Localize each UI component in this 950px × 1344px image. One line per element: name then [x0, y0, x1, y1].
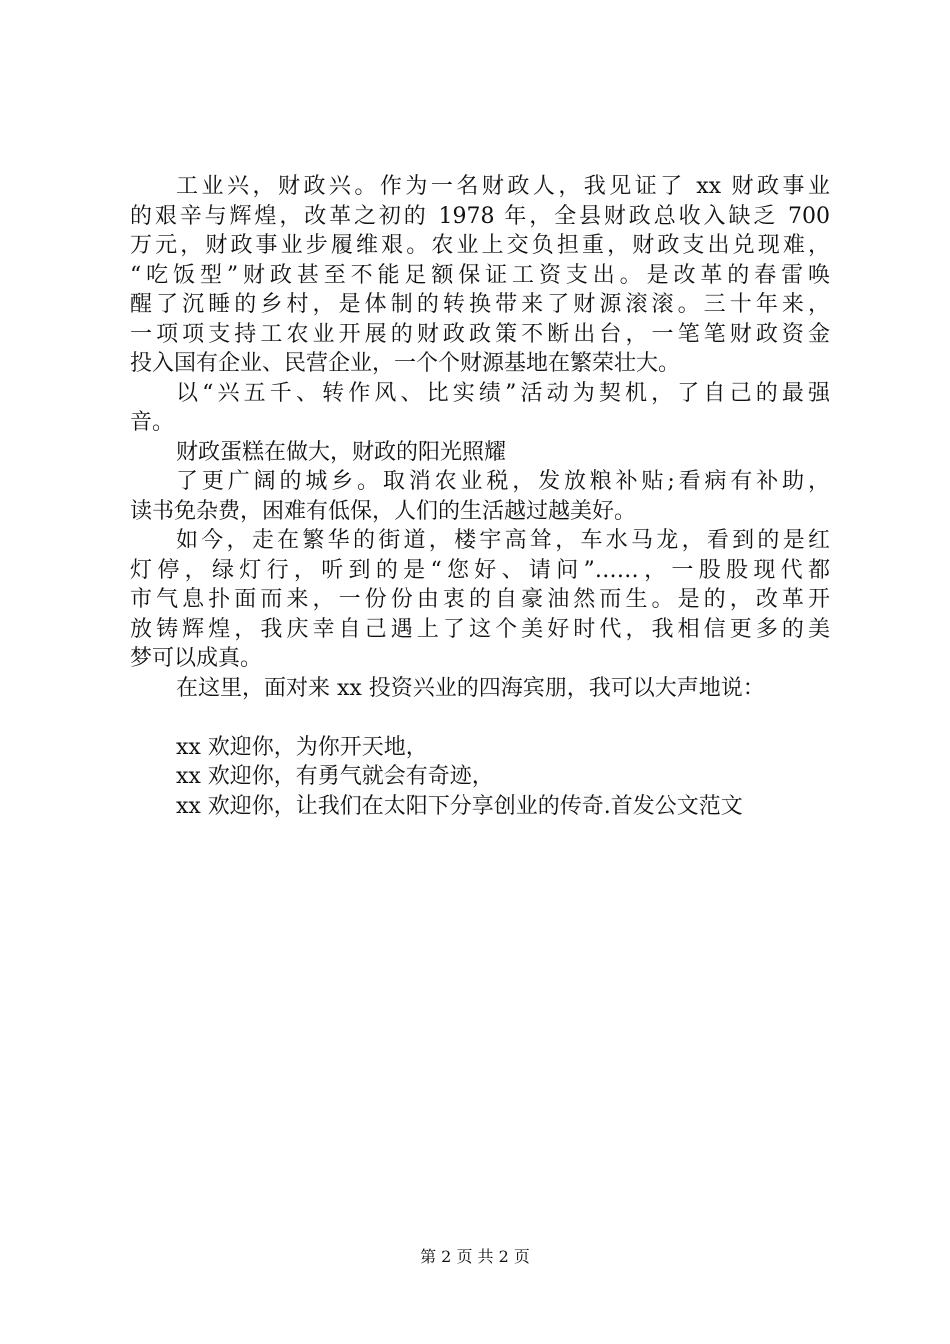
document-body: [130, 172, 830, 821]
text-line: 万元，财政事业步履维艰。农业上交负担重，财政支出兑现难，: [130, 233, 830, 258]
verse-line: xx 欢迎你，有勇气就会有奇迹，: [176, 764, 494, 789]
text-line: 市气息扑面而来，一份份由衷的自豪油然而生。是的，改革开: [130, 587, 830, 612]
text-line: 醒了沉睡的乡村，是体制的转换带来了财源滚滚。三十年来，: [130, 292, 830, 317]
paragraph-2: [130, 379, 830, 438]
text-line: 以“兴五千、转作风、比实绩”活动为契机，了自己的最强: [176, 380, 830, 406]
paragraph-6: [130, 674, 830, 704]
page-number-footer: 第 2 页 共 2 页: [420, 1247, 530, 1266]
paragraph-3: [130, 438, 830, 468]
text-line: 工业兴，财政兴。作为一名财政人，我见证了 xx 财政事业: [176, 174, 830, 199]
verse-line: xx 欢迎你，让我们在太阳下分享创业的传奇.首发公文范文: [176, 793, 743, 819]
text-line: 的艰辛与辉煌，改革之初的 1978 年，全县财政总收入缺乏 700: [130, 203, 830, 229]
paragraph-1: [130, 172, 830, 379]
text-line: 如今，走在繁华的街道，楼宇高耸，车水马龙，看到的是红: [176, 528, 830, 553]
verse-line: xx 欢迎你，为你开天地，: [176, 734, 428, 760]
blank-line: [130, 703, 830, 733]
paragraph-4: [130, 467, 830, 526]
text-line: 音。: [130, 410, 175, 435]
text-line: 了更广阔的城乡。取消农业税，发放粮补贴;看病有补助，: [176, 469, 830, 494]
text-line: 在这里，面对来 xx 投资兴业的四海宾朋，我可以大声地说：: [176, 675, 765, 701]
text-line: 梦可以成真。: [130, 646, 263, 671]
paragraph-5: [130, 526, 830, 674]
text-line: 投入国有企业、民营企业，一个个财源基地在繁荣壮大。: [130, 351, 681, 376]
text-line: “吃饭型”财政甚至不能足额保证工资支出。是改革的春雷唤: [130, 262, 830, 288]
text-line: 财政蛋糕在做大，财政的阳光照耀: [176, 439, 507, 465]
verse-block: [130, 733, 830, 822]
text-line: 放铸辉煌，我庆幸自己遇上了这个美好时代，我相信更多的美: [130, 616, 830, 642]
text-line: 灯停，绿灯行，听到的是“您好、请问”……，一股股现代都: [130, 557, 830, 583]
text-line: 一项项支持工农业开展的财政政策不断出台，一笔笔财政资金: [130, 321, 830, 347]
text-line: 读书免杂费，困难有低保，人们的生活越过越美好。: [130, 498, 637, 524]
